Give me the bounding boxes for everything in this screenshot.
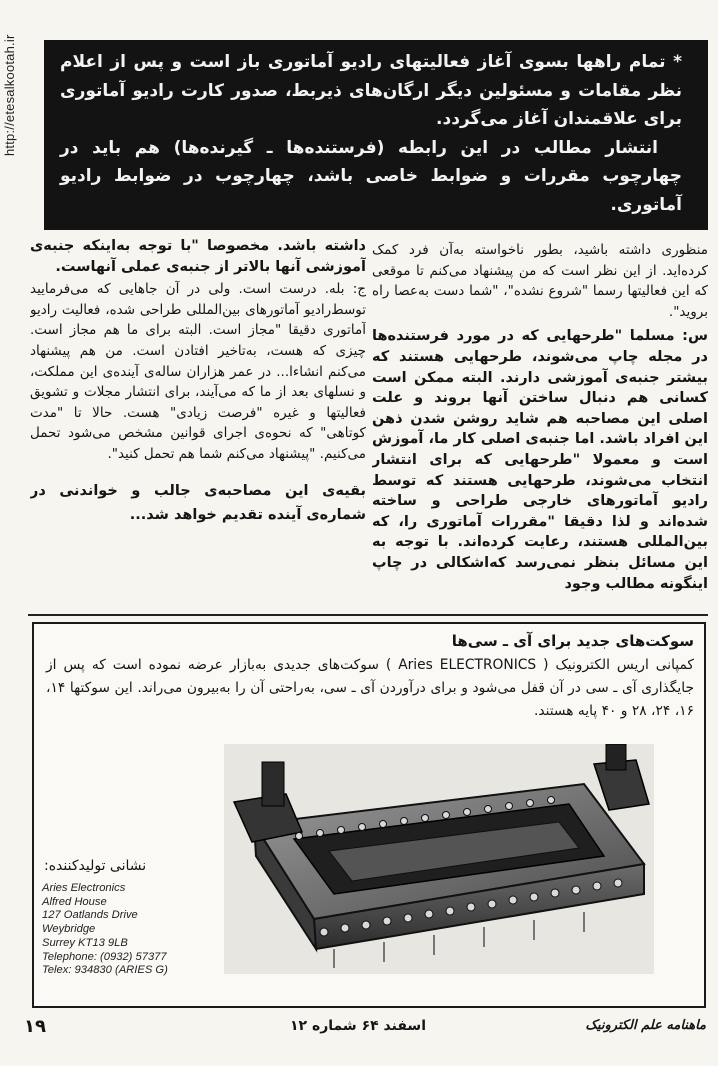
intro-banner xyxy=(44,40,708,230)
ic-socket-photo xyxy=(224,744,654,974)
address-line: Surrey KT13 9LB xyxy=(42,936,128,949)
article-answer: ج: بله. درست است. ولی در آن جاهایی که می‌فرمایید توسط‌رادیو آماتورهای بین‌المللی طراحی شده، فعالیت رادیو آماتوری دقیقا "مجاز است. البته برای ما هم مجاز است. چیزی که هست، به‌تاخیر افتادن است. من هم پیشنهاد می‌کنم انشاءا... در عمر هزاران ساله‌ی آینده‌ی این مملکت، و نسلهای بعد از ما که می‌آیند، برای انتشار مجلات و تشویق فعالیتها و غیره "فرصت زیادی" هست. حالا تا "مدت کوتاهی" که نحوه‌ی اجرای قوانین مشخص می‌شود تحمل می‌کنیم. "پیشنهاد می‌کنم شما هم تحمل کنید". xyxy=(30,281,366,462)
magazine-name: ماهنامه علم الکترونیک xyxy=(585,1018,706,1033)
address-line: Alfred House xyxy=(42,895,107,908)
section-divider xyxy=(28,614,708,616)
article-question: س: مسلما "طرحهایی که در مورد فرستنده‌ها در مجله چاپ می‌شوند، طرحهایی هستند که بیشتر جنبه‌ی آموزشی دارند. البته ممکن است کسانی هم دنبال ساختن آنها بروند و علت اصلی این مصاحبه هم شاید روشن شدن ذهن این افراد باشد. اما جنبه‌ی اصلی کار ما، آموزش است و معمولا "طرحهایی که برای انتشار انتخاب می‌شوند، طرحهایی هستند که توسط رادیو آماتورهای خارجی طراحی و ساخته شده‌اند و لذا دقیقا "مقررات آماتوری را، که بین‌المللی هستند، رعایت کرده‌اند. با توجه به این مسائل بنظر نمی‌رسد که‌اشکالی در چاپ اینگونه مطالب وجود xyxy=(372,328,708,592)
continued-notice: بقیه‌ی این مصاحبه‌ی جالب و خواندنی در شماره‌ی آینده تقدیم خواهد شد... xyxy=(30,482,366,523)
page-number: ۱۹ xyxy=(24,1016,46,1037)
address-line: 127 Oatlands Drive xyxy=(42,909,138,922)
banner-paragraph-1: * تمام راهها بسوی آغاز فعالیتهای رادیو آماتوری باز است و پس از اعلام نظر مقامات و مسئولین دیگر ارگان‌های ذیربط، صدور کارت رادیو آماتوری برای علاقمندان آغاز می‌گردد. xyxy=(60,52,682,129)
banner-paragraph-2: انتشار مطالب در این رابطه (فرستنده‌ها ـ گیرنده‌ها) هم باید در چهارچوب مقررات و ضوابط خاصی باشد، چهارچوب در ضوابط رادیو آماتوری. xyxy=(60,137,682,215)
article-paragraph: منظوری داشته باشید، بطور ناخواسته به‌آن فرد کمک کرده‌اید. از این نظر است که من پیشنهاد می‌کنم تا موقعی که این فعالیتها رسما "شروع نشده"، "شما دست به‌عصا راه بروید". xyxy=(372,242,708,320)
site-watermark: http://etesalkootah.ir xyxy=(2,34,17,156)
manufacturer-address xyxy=(42,882,168,978)
article-column-left xyxy=(30,236,366,596)
product-news-box xyxy=(32,622,706,1008)
address-line: Weybridge xyxy=(42,923,96,936)
product-news-body: کمپانی اریس الکترونیک ( Aries ELECTRONICS ) سوکت‌های جدیدی به‌بازار عرضه نموده است که پس از جایگذاری آی ـ سی در آن قفل می‌شود و برای درآوردن آی ـ سی، به‌راحتی آن را به‌بیرون می‌راند. این سوکتها ۱۴، ۱۶، ۲۴، ۲۸ و ۴۰ پایه هستند. xyxy=(46,657,694,719)
issue-info: اسفند ۶۴ شماره ۱۲ xyxy=(290,1018,426,1034)
manufacturer-label: نشانی تولیدکننده: xyxy=(44,858,147,874)
article-question-end: داشته باشد. مخصوصا "با توجه به‌اینکه جنبه‌ی آموزشی آنها بالاتر از جنبه‌ی عملی آنهاست. xyxy=(30,238,366,275)
article-column-right xyxy=(372,240,708,612)
address-line: Aries Electronics xyxy=(42,882,126,894)
product-news-heading: سوکت‌های جدید برای آی ـ سی‌ها xyxy=(451,632,694,650)
address-line: Telephone: (0932) 57377 xyxy=(42,950,167,963)
address-line: Telex: 934830 (ARIES G) xyxy=(42,964,168,977)
